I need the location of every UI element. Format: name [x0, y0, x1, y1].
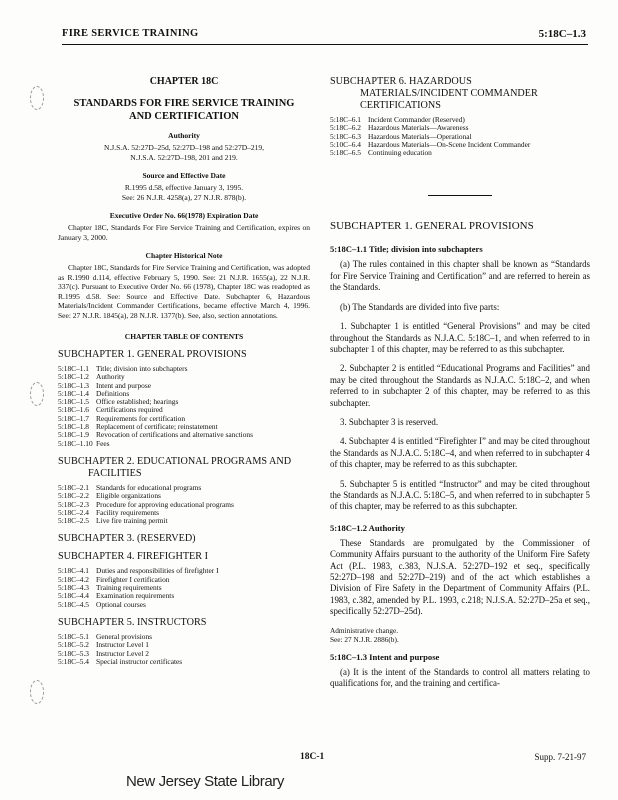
toc-entry: [58, 440, 253, 448]
toc-subchapter-title-line: CERTIFICATIONS: [360, 100, 441, 111]
toc-entry-number: 5:18C–5.4: [58, 656, 90, 666]
toc-entry-number: 5:18C–4.1: [58, 566, 90, 576]
source-line: See: 26 N.J.R. 4258(a), 27 N.J.R. 878(b).: [121, 192, 247, 202]
supplement-date: Supp. 7-21-97: [534, 752, 586, 762]
header-section-title: FIRE SERVICE TRAINING: [62, 28, 199, 39]
toc-entry-title: Requirements for certification: [96, 413, 186, 423]
toc-subchapter-title: SUBCHAPTER 1. GENERAL PROVISIONS: [58, 349, 247, 360]
toc-entry-title: Definitions: [96, 388, 130, 398]
section-divider: [428, 195, 492, 196]
paragraph: 4. Subchapter 4 is entitled “Firefighter I” and may be cited throughout the Standards as N.J.A.C. 5:18C–4, and when referred to in subchapter 4 of this chapter, may be referred to as this subchapter.: [330, 436, 590, 470]
toc-entry-title: Instructor Level 2: [96, 648, 149, 658]
paragraph: 1. Subchapter 1 is entitled “General Provisions” and may be cited throughout the Standards as N.J.A.C. 5:18C–1, and when referred to in subchapter 1 of this chapter, may be referred to as this subchapter.: [330, 321, 590, 354]
left-column: [58, 76, 310, 674]
toc-entry-number: 5:18C–2.4: [58, 507, 90, 517]
paragraph: 5. Subchapter 5 is entitled “Instructor” and may be cited throughout the Standards as N.J.A.C. 5:18C–5, and when referred to in subchapter 5 of this chapter, may be referred to as this subchapter.: [330, 478, 590, 512]
toc-subchapter-title: [330, 76, 590, 112]
source-block: [58, 171, 310, 202]
toc-entry-number: 5:18C–1.9: [58, 430, 90, 440]
toc-entry-number: 5:18C–1.2: [58, 372, 90, 382]
toc-entry-number: 5:18C–6.3: [330, 131, 362, 141]
paragraph: (a) It is the intent of the Standards to control all matters relating to qualifications for, and the training and certifica-: [330, 666, 590, 689]
toc-entry-number: 5:18C–1.3: [58, 380, 90, 390]
toc-entry-title: Eligible organizations: [96, 491, 161, 501]
toc-entry-title: Standards for educational programs: [96, 482, 202, 492]
toc-subchapter-title: SUBCHAPTER 5. INSTRUCTORS: [58, 616, 207, 628]
toc-entry-number: 5:18C–1.8: [58, 422, 90, 432]
toc-entry-number: 5:18C–4.3: [58, 583, 90, 593]
toc-entry-number: 5:18C–6.2: [330, 123, 362, 133]
authority-line: N.J.S.A. 52:27D–198, 201 and 219.: [130, 152, 238, 162]
source-line: R.1995 d.58, effective January 3, 1995.: [124, 183, 244, 192]
paragraph: These Standards are promulgated by the Commissioner of Community Affairs pursuant to the authority of the Uniform Fire Safety Act (P.L. 1983, c.383, N.J.S.A. 52:27D–192 et seq., specifically 52:27D–198 and 52:27D–219) and of the act which establishes a Division of Fire Safety in the Department of Community Affairs (P.L. 1983, c.382, amended by P.L. 1993, c.218; N.J.S.A. 52:27D–25a et seq., specifically 52:27D–25d).: [330, 537, 590, 617]
toc-entry-title: Duties and responsibilities of firefighter I: [96, 566, 219, 576]
toc-subchapter-title: [58, 456, 310, 480]
toc-entry-title: Training requirements: [96, 583, 162, 593]
paragraph: 2. Subchapter 2 is entitled “Educational Programs and Facilities” and may be cited throughout the Standards as N.J.A.C. 5:18C–2, and when referred to in subchapter 2 of this chapter, may be referred to as this subchapter.: [330, 363, 590, 408]
toc-entry-title: Fees: [96, 438, 110, 448]
punch-hole-mark: [30, 86, 44, 110]
subchapter-heading: SUBCHAPTER 1. GENERAL PROVISIONS: [330, 220, 534, 233]
toc-list: [330, 116, 530, 157]
toc-entry-number: 5:18C–1.1: [58, 364, 90, 373]
toc-heading: CHAPTER TABLE OF CONTENTS: [124, 332, 244, 341]
paragraph: (b) The Standards are divided into five parts:: [340, 301, 500, 312]
authority-heading: Authority: [168, 131, 200, 140]
toc-entry-number: 5:18C–4.2: [58, 574, 90, 584]
toc-entry-title: Optional courses: [96, 599, 146, 609]
source-heading: Source and Effective Date: [142, 171, 226, 180]
chapter-title: [58, 97, 310, 123]
running-header: [62, 28, 586, 42]
toc-subchapter-title: SUBCHAPTER 4. FIREFIGHTER I: [58, 551, 208, 563]
toc-entry-title: Hazardous Materials—Operational: [368, 131, 472, 141]
punch-hole-mark: [30, 382, 44, 406]
toc-entry-title: General provisions: [96, 631, 153, 641]
toc-subchapter-title: SUBCHAPTER 3. (RESERVED): [58, 533, 196, 545]
toc-entry-number: 5:10C–6.4: [330, 139, 362, 149]
toc-entry-number: 5:18C–2.3: [58, 499, 90, 509]
toc-entry-title: Office established; hearings: [96, 397, 179, 407]
section-heading: 5:18C–1.2 Authority: [330, 522, 405, 533]
toc-entry-title: Procedure for approving educational programs: [96, 499, 234, 509]
toc-list: [58, 633, 182, 666]
toc-subchapter-title-line: MATERIALS/INCIDENT COMMANDER: [360, 88, 538, 99]
historical-note-heading: Chapter Historical Note: [145, 251, 223, 260]
right-column: [330, 76, 590, 697]
toc-entry-number: 5:18C–1.7: [58, 413, 90, 423]
toc-entry-title: Replacement of certificate; reinstatement: [96, 422, 218, 432]
historical-note-text: Chapter 18C, Standards for Fire Service Training and Certification, was adopted as R.1990 d.114, effective February 5, 1990. See: 21 N.J.R. 1655(a), 22 N.J.R. 337(c). Pursuant to Executive Order No. 66 (1978), Chapter 18C was readopted as R.1995 d.58. See: Source and Effective Date. Subchapter 6, Hazardous Materials/Incident Commander Certifications, became effective March 4, 1996. See: 27 N.J.R. 1845(a), 28 N.J.R. 1377(b). See, also, section annotations.: [58, 263, 310, 320]
toc-list: [58, 484, 234, 525]
toc-entry-title: Continuing education: [368, 148, 432, 158]
toc-entry-number: 5:18C–2.5: [58, 516, 90, 526]
toc-entry-title: Special instructor certificates: [96, 656, 183, 666]
toc-entry-title: Examination requirements: [96, 591, 175, 601]
toc-entry-title: Facility requirements: [96, 507, 160, 517]
toc-entry: [58, 517, 234, 525]
toc-entry-number: 5:18C–1.5: [58, 397, 90, 407]
paragraph: (a) The rules contained in this chapter shall be known as “Standards for Fire Service Training and Certification” and are referred to herein as the Standards.: [330, 259, 590, 293]
executive-order-heading: Executive Order No. 66(1978) Expiration Date: [109, 211, 259, 220]
toc-entry-title: Authority: [96, 372, 125, 382]
library-stamp: New Jersey State Library: [126, 773, 284, 790]
toc-subchapter-title-line: FACILITIES: [88, 467, 142, 479]
toc-entry: [58, 601, 219, 609]
toc-entry-title: Intent and purpose: [96, 380, 152, 390]
toc-list: [58, 567, 219, 608]
toc-entry-number: 5:18C–4.5: [58, 599, 90, 609]
header-rule: [62, 44, 588, 45]
toc-entry-title: Live fire training permit: [96, 516, 168, 526]
section-heading: 5:18C–1.3 Intent and purpose: [330, 651, 440, 662]
toc-entry-number: 5:18C–6.5: [330, 148, 362, 158]
toc-entry-title: Firefighter I certification: [96, 574, 170, 584]
toc-entry-title: Hazardous Materials—Awareness: [368, 123, 469, 133]
toc-subchapter-title-line: SUBCHAPTER 2. EDUCATIONAL PROGRAMS AND: [58, 455, 292, 467]
authority-block: [58, 131, 310, 162]
toc-entry-number: 5:18C–1.6: [58, 405, 90, 415]
history-note-line: See: 27 N.J.R. 2886(b).: [330, 634, 399, 644]
toc-list: [58, 365, 253, 448]
punch-hole-mark: [30, 680, 44, 704]
toc-entry-title: Title; division into subchapters: [96, 364, 188, 373]
page-number: 18C-1: [300, 752, 325, 762]
toc-entry-title: Instructor Level 1: [96, 640, 149, 650]
paragraph: 3. Subchapter 3 is reserved.: [340, 416, 439, 427]
toc-entry-number: 5:18C–4.4: [58, 591, 90, 601]
toc-entry-number: 5:18C–6.1: [330, 115, 362, 124]
section-heading: 5:18C–1.1 Title; division into subchapters: [330, 244, 483, 255]
toc-entry-number: 5:18C–1.4: [58, 388, 90, 398]
toc-entry: [330, 149, 530, 157]
toc-entry-number: 5:18C–5.2: [58, 640, 90, 650]
toc-entry-number: 5:18C–5.3: [58, 648, 90, 658]
chapter-title-line: STANDARDS FOR FIRE SERVICE TRAINING: [73, 98, 295, 109]
executive-order-block: [58, 211, 310, 242]
history-note-line: Administrative change.: [330, 625, 399, 635]
chapter-number: CHAPTER 18C: [149, 76, 219, 87]
toc-entry-title: Hazardous Materials—On-Scene Incident Commander: [368, 139, 531, 149]
authority-line: N.J.S.A. 52:27D–25d, 52:27D–198 and 52:27D–219,: [103, 143, 264, 152]
history-note: [330, 626, 590, 644]
toc-entry: [58, 658, 182, 666]
historical-note-block: [58, 251, 310, 320]
toc-subchapter-title-line: SUBCHAPTER 6. HAZARDOUS: [330, 76, 472, 87]
header-section-number: 5:18C–1.3: [538, 28, 586, 40]
toc-entry-title: Revocation of certifications and alternative sanctions: [96, 430, 253, 440]
toc-entry-number: 5:18C–1.10: [58, 438, 93, 448]
toc-entry-number: 5:18C–2.1: [58, 482, 90, 492]
toc-entry-number: 5:18C–5.1: [58, 631, 90, 641]
executive-order-text: Chapter 18C, Standards For Fire Service Training and Certification, expires on January 3, 2000.: [58, 223, 310, 242]
toc-entry-title: Incident Commander (Reserved): [368, 115, 465, 124]
chapter-title-line: AND CERTIFICATION: [129, 111, 239, 122]
toc-entry-number: 5:18C–2.2: [58, 491, 90, 501]
toc-entry-title: Certifications required: [96, 405, 163, 415]
